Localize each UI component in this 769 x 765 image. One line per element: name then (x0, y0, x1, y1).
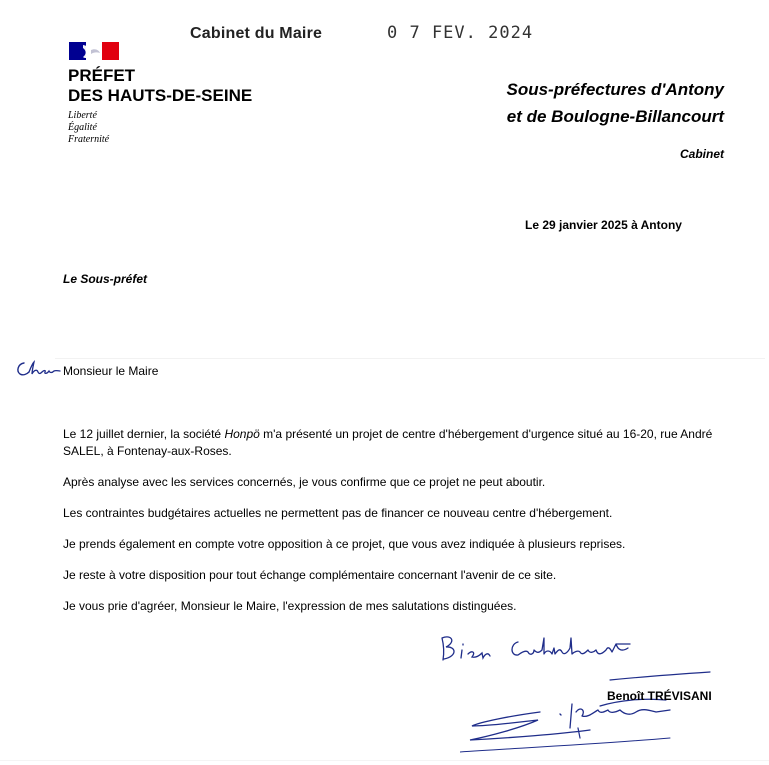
company-name: Honpö (224, 427, 260, 441)
motto-liberte: Liberté (68, 110, 97, 121)
signature (460, 668, 720, 760)
paragraph-6: Je vous prie d'agréer, Monsieur le Maire, l'expression de mes salutations distinguées. (63, 599, 517, 613)
stamp-office: Cabinet du Maire (190, 25, 323, 42)
sender-title: Le Sous-préfet (63, 272, 148, 286)
motto-fraternite: Fraternité (68, 134, 110, 145)
handwritten-closing (430, 630, 660, 670)
paragraph-2: Après analyse avec les services concernés, je vous confirme que ce projet ne peut aboutir. (63, 475, 546, 489)
marianne-icon (69, 42, 119, 60)
divider (55, 358, 765, 359)
paragraph-1-rest: m'a présenté un projet de centre d'hébergement d'urgence situé au 16-20, rue André SALEL, à Fontenay-aux-Roses. (63, 427, 713, 458)
org-name-line1: PRÉFET (68, 66, 136, 85)
handwritten-cher (14, 359, 62, 381)
republic-flag-logo (69, 42, 119, 60)
sous-prefecture-line1: Sous-préfectures d'Antony (506, 80, 724, 99)
paragraph-5: Je reste à votre disposition pour tout échange complémentaire concernant l'avenir de ce site. (63, 568, 557, 582)
paragraph-3: Les contraintes budgétaires actuelles ne permettent pas de financer ce nouveau centre d'hébergement. (63, 506, 613, 520)
org-name-line2: DES HAUTS-DE-SEINE (68, 86, 253, 105)
signer-name: Benoît TRÉVISANI (607, 689, 712, 703)
paragraph-1-intro: Le 12 juillet dernier, la société (63, 427, 225, 441)
motto-egalite: Égalité (68, 122, 97, 133)
paragraph-1 (63, 426, 743, 460)
letter-date: Le 29 janvier 2025 à Antony (525, 218, 682, 232)
bottom-divider (0, 760, 769, 761)
recipient: Monsieur le Maire (63, 364, 159, 378)
paragraph-4: Je prends également en compte votre opposition à ce projet, que vous avez indiquée à plusieurs reprises. (63, 537, 626, 551)
service-name: Cabinet (679, 147, 724, 161)
stamp-date: 0 7 FEV. 2024 (387, 23, 534, 43)
sous-prefecture-line2: et de Boulogne-Billancourt (506, 107, 724, 126)
